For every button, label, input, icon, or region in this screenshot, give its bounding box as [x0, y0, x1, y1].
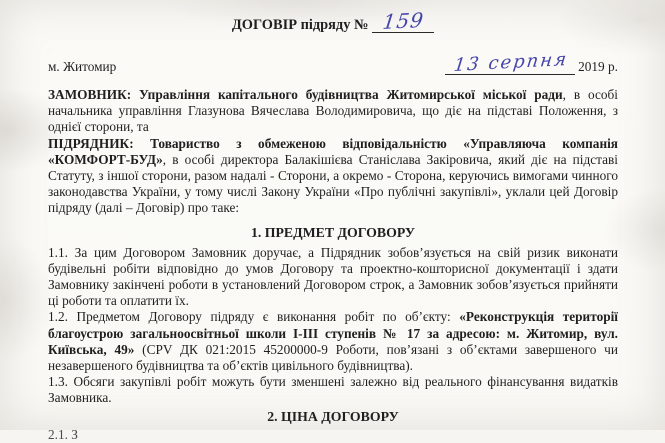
clause-2-1-partial: 2.1. З: [48, 426, 78, 442]
section-1-heading: 1. ПРЕДМЕТ ДОГОВОРУ: [250, 224, 416, 240]
customer-name-bold: ЗАМОВНИК: Управління капітального будівництва Житомирської міської ради: [48, 87, 563, 102]
city-label: м. Житомир: [48, 58, 117, 74]
clause-1-2-lead: 1.2. Предметом Договору підряду є виконання робіт по об’єкту:: [48, 309, 460, 325]
date-handwritten: 13 серпня: [452, 48, 570, 77]
contract-number-blank: [372, 7, 434, 35]
date-group: [445, 48, 618, 77]
preamble-contractor: [48, 136, 618, 217]
clause-1-2-object-bold: «Реконструкція території благоустрою загальноосвітньої школи І-ІІІ ступенів № 17 за адресою: м. Житомир, вул. Київська, 49»: [48, 309, 619, 357]
section-2-heading: 2. ЦІНА ДОГОВОРУ: [267, 408, 399, 424]
title-text: ДОГОВІР підряду №: [231, 17, 373, 33]
contractor-name-bold: ПІДРЯДНИК: Товариство з обмеженою відповідальністю «Управляюча компанія «КОМФОРТ-БУД»: [48, 135, 618, 167]
clause-1-2-tail: (CPV ДК 021:2015 45200000-9 Роботи, пов’язані з об’єктами завершеного чи незавершеного будівництва та об’єктів цивільного будівництва).: [48, 341, 618, 374]
year-label: 2019 р.: [578, 58, 618, 74]
document-title: [48, 7, 618, 35]
city-date-row: [48, 48, 618, 77]
contractor-details: , в особі директора Балакішієва Станіслава Закіровича, який діє на підставі Статуту, з іншої сторони, разом надалі - Сторони, а окремо - Сторона, керуючись вимогами чинного законодавства України, у тому числі Закону України «Про публічні закупівлі», уклали цей Договір підряду (далі – Договір) про таке:: [48, 151, 618, 216]
clause-1-2: [48, 309, 618, 374]
customer-details: , в особі начальника управління Глазунова Вячеслава Володимировича, що діє на підставі Положення, з однієї сторони, та: [48, 87, 618, 135]
clause-1-3: 1.3. Обсяги закупівлі робіт можуть бути зменшені залежно від реального фінансування видатків Замовника.: [48, 374, 618, 406]
contract-number-handwritten: 159: [381, 7, 426, 35]
preamble-customer: [48, 87, 618, 136]
date-blank: [445, 48, 575, 77]
clause-1-1: 1.1. За цим Договором Замовник доручає, а Підрядник зобов’язується на свій ризик виконати будівельні робіти відповідно до умов Договору та проектно-кошторисної документації і здати Замовнику закінчені роботи в установлений Договором строк, а Замовник зобов’язується прийняти ці роботи та оплатити їх.: [48, 244, 618, 309]
